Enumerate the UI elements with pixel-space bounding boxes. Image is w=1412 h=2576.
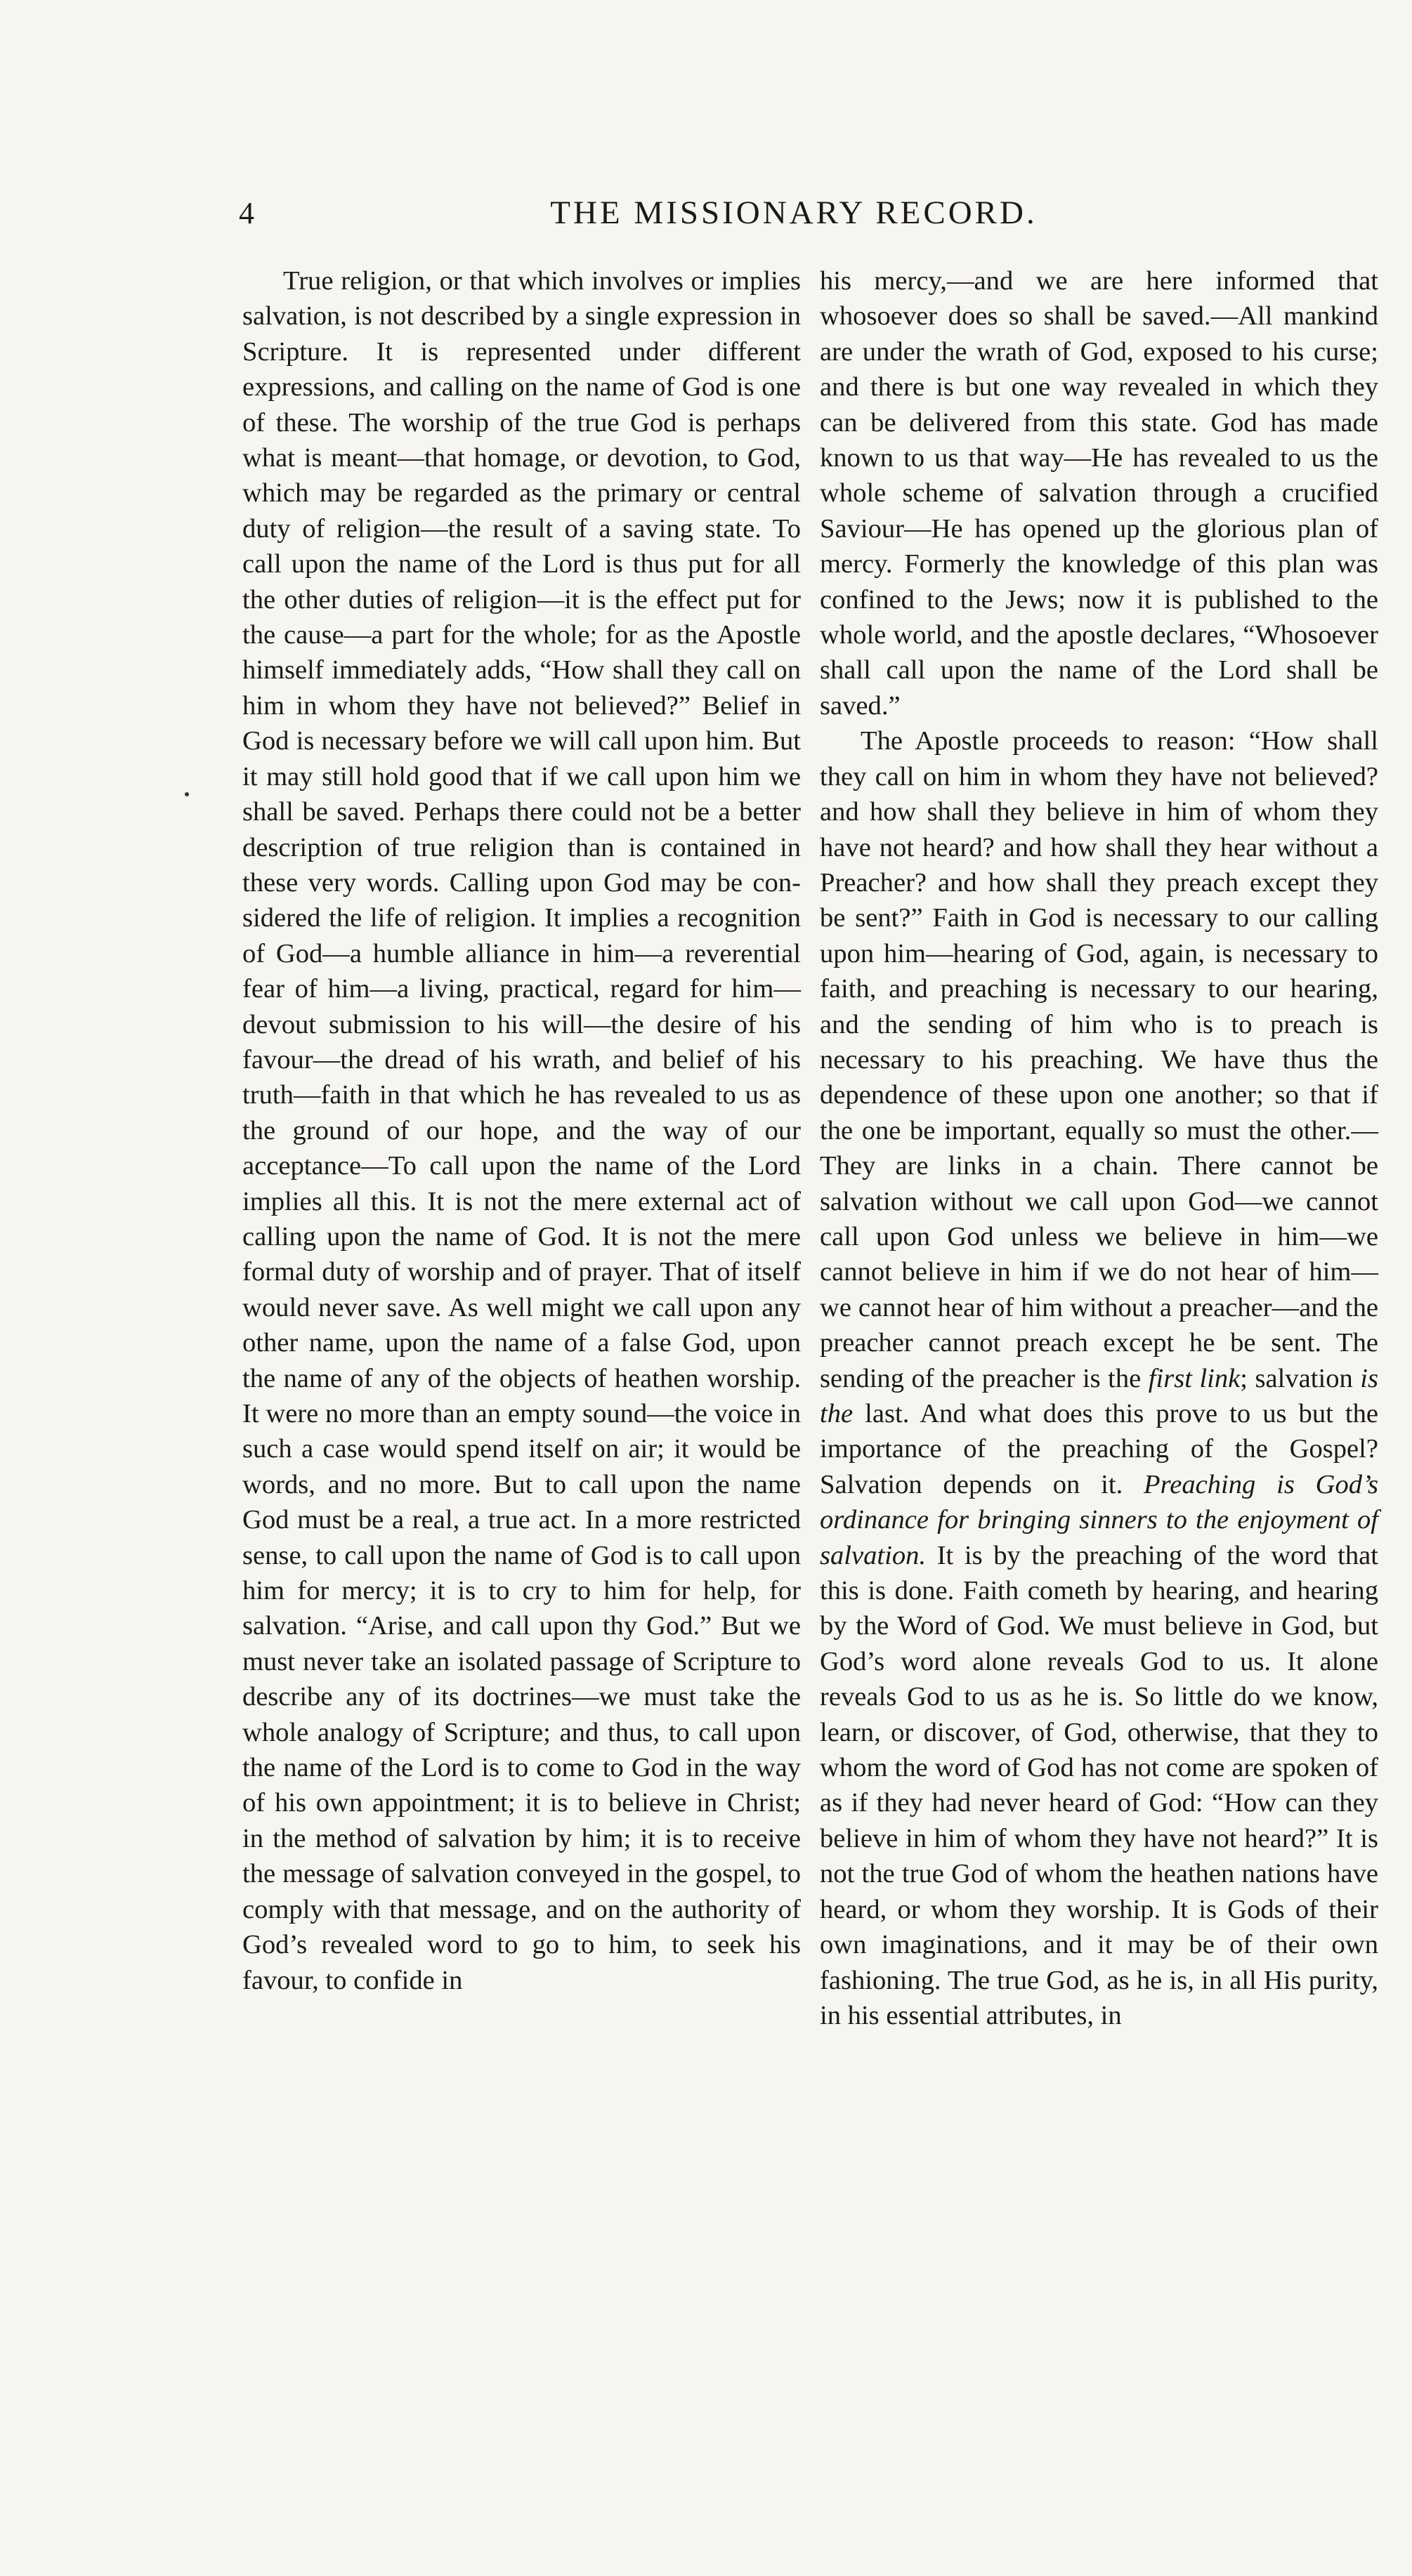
paragraph-text: It is by the preaching of the word that this is done. Faith cometh by hearing, and hearing by the Word of God. We must believe in God, but God’s word alone reveals God to us. It alone reveals God to us as he is. So little do we know, learn, or discover, of God, otherwise, that they to whom the word of God has not come are spoken of as if they had never heard of God: “How can they believe in him of whom they have not heard?” It is not the true God of whom the heathen nations have heard, or whom they worship. It is Gods of their own imaginations, and it may be of their own fashioning. The true God, as he is, in all His purity, in his essential attributes, in — [820, 1540, 1378, 2030]
margin-mark — [185, 792, 189, 796]
paragraph-true-religion: True religion, or that which involves or implies salvation, is not described by a single expression in Scripture. It is represented under different expressions, and calling on the name of God is one of these. The worship of the true God is perhaps what is meant—that homage, or devotion, to God, which may be regarded as the primary or central duty of religion—the result of a saving state. To call upon the name of the Lord is thus put for all the other duties of religion—it is the effect put for the cause—a part for the whole; for as the Apostle himself immediately adds, “How shall they call on him in whom they have not believed?” Belief in God is necessary before we will call upon him. But it may still hold good that if we call upon him we shall be saved. Perhaps there could not be a better description of true religion than is contained in these very words. Calling upon God may be considered the life of religion. It implies a recognition of God—a humble alliance in him—a reverential fear of him—a living, practical, regard for him—devout submission to his will—the desire of his favour—the dread of his wrath, and belief of his truth—faith in that which he has revealed to us as the ground of our hope, and the way of our acceptance—To call upon the name of the Lord implies all this. It is not the mere external act of calling upon the name of God. It is not the mere formal duty of worship and of prayer. That of itself would never save. As well might we call upon any other name, upon the name of a false God, upon the name of any of the objects of heathen worship. It were no more than an empty sound—the voice in such a case would spend itself on air; it would be words, and no more. But to call upon the name God must be a real, a true act. In a more restricted sense, to call upon the name of God is to call upon him for mercy; it is to cry to him for help, for salvation. “Arise, and call upon thy God.” But we must never take an isolated passage of Scripture to describe any of its doctrines—we must take the whole analogy of Scripture; and thus, to call upon the name of the Lord is to come to God in the way of his own appointment; it is to believe in Christ; in the method of salvation by him; it is to receive the message of salvation conveyed in the gospel, to comply with that message, and on the authority of God’s revealed word to go to him, to seek his favour, to confide in — [242, 266, 801, 1995]
italic-is-the: is the — [820, 1363, 1378, 1428]
italic-ordinance-sentence: Preaching is God’s ordinance for bringing sinners to the enjoyment of salvation. — [820, 1469, 1378, 1570]
paragraph-text: last. And what does this prove to us but the importance of the preaching of the Gospel? Salvation depends on it. — [820, 1399, 1378, 1499]
italic-first-link: first link — [1148, 1363, 1241, 1393]
running-title: THE MISSIONARY RECORD. — [550, 195, 1038, 231]
paragraph-his-mercy: his mercy,—and we are here informed that whosoever does so shall be saved.—All mankind are under the wrath of God, exposed to his curse; and there is but one way revealed in which they can be delivered from this state. God has made known to us that way—He has revealed to us the whole scheme of salvation through a crucified Saviour—He has opened up the glorious plan of mercy. Formerly the knowledge of this plan was confined to the Jews; now it is published to the whole world, and the apostle declares, “Whosoever shall call upon the name of the Lord shall be saved.” — [820, 266, 1378, 721]
paragraph-apostle-proceeds — [820, 723, 1378, 2033]
right-column — [820, 263, 1378, 2033]
paragraph-text: ; salvation — [1240, 1363, 1361, 1393]
page-number: 4 — [239, 196, 254, 230]
paragraph-text: The Apostle proceeds to reason: “How shall they call on him in whom they have not believed? and how shall they believe in him of whom they have not heard? and how shall they hear without a Preacher? and how shall they preach except they be sent?” Faith in God is necessary to our calling upon him—hearing of God, again, is necessary to faith, and preaching is necessary to our hearing, and the sending of him who is to preach is necessary to his preaching. We have thus the dependence of these upon one another; so that if the one be important, equally so must the other.—They are links in a chain. There cannot be salvation without we call upon God—we cannot call upon God unless we believe in him—we cannot believe in him if we do not hear of him—we cannot hear of him without a preacher—and the preacher cannot preach except he be sent. The sending of the preacher is the — [820, 726, 1378, 1393]
left-column — [242, 263, 801, 1998]
